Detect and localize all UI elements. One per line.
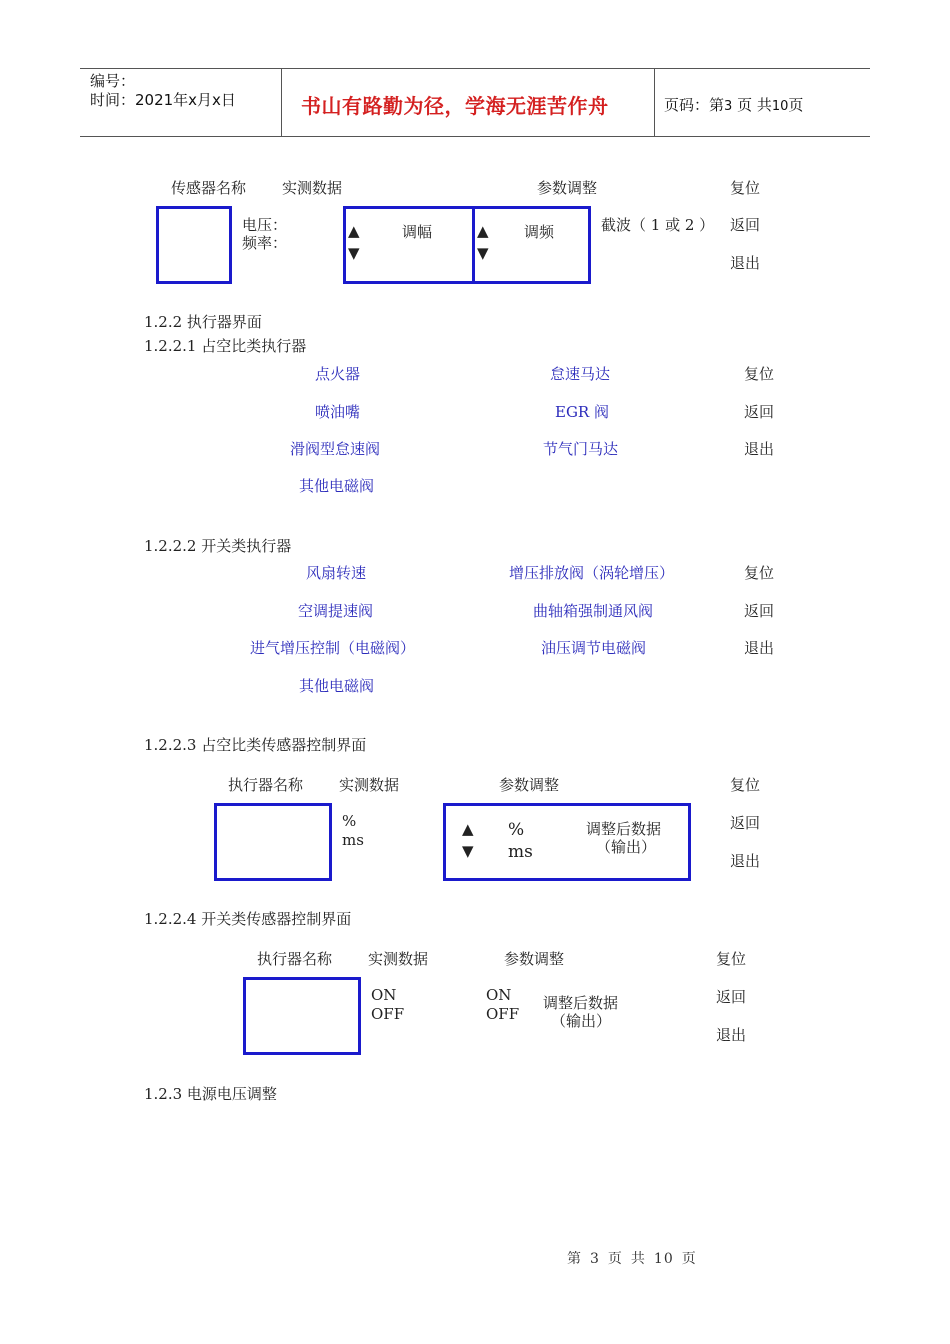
duty-actuator-exit-button[interactable]: 退出 (744, 440, 775, 458)
duty-col-adjust: 参数调整 (499, 776, 560, 794)
duty-actuator-reset-button[interactable]: 复位 (744, 365, 775, 383)
header-page-info (664, 94, 803, 115)
actuator-injector[interactable]: 喷油嘴 (315, 403, 361, 421)
header-divider-1 (281, 68, 282, 136)
footer-gong: 共 (630, 1251, 646, 1267)
sensor-col-data: 实测数据 (282, 179, 343, 197)
switch-adjust-off[interactable]: OFF (486, 1005, 520, 1023)
page-mid: 页 共 (737, 96, 772, 114)
switch-col-data: 实测数据 (368, 950, 429, 968)
switch-measured-off: OFF (371, 1005, 405, 1023)
sensor-reset-button[interactable]: 复位 (730, 179, 761, 197)
switch-name-box (243, 977, 361, 1055)
switch-actuator-reset-button[interactable]: 复位 (744, 564, 775, 582)
duty-name-box (214, 803, 332, 881)
chop-label[interactable]: 截波（ 1 或 2 ） (601, 216, 715, 234)
duty-col-name: 执行器名称 (228, 776, 304, 794)
actuator-other-solenoid[interactable]: 其他电磁阀 (299, 477, 375, 495)
switch-measured-on: ON (371, 986, 397, 1004)
actuator-igniter[interactable]: 点火器 (315, 365, 361, 383)
switch-col-adjust: 参数调整 (504, 950, 565, 968)
freq-label: 调频 (524, 223, 555, 241)
duty-up-arrow[interactable]: ▲ (462, 820, 474, 838)
freq-down-arrow[interactable]: ▼ (477, 244, 489, 262)
actuator-slide-idle-valve[interactable]: 滑阀型怠速阀 (290, 440, 381, 458)
page-suffix: 页 (788, 96, 804, 114)
duty-adjust-percent: % (508, 820, 525, 840)
switch-adjust-on[interactable]: ON (486, 986, 512, 1004)
duty-adjust-ms: ms (508, 842, 533, 862)
duty-measured-ms: ms (342, 831, 364, 849)
sensor-voltage-label: 电压： (242, 216, 288, 234)
actuator-egr-valve[interactable]: EGR 阀 (555, 403, 609, 421)
switch-actuator-exit-button[interactable]: 退出 (744, 639, 775, 657)
page-prefix: 页码：第 (664, 96, 725, 114)
page-footer (563, 1248, 701, 1268)
amp-label: 调幅 (402, 223, 433, 241)
footer-page: 3 (590, 1251, 600, 1267)
switch-exit-button[interactable]: 退出 (716, 1026, 747, 1044)
header-motto: 书山有路勤为径，学海无涯苦作舟 (301, 94, 609, 118)
duty-back-button[interactable]: 返回 (730, 814, 761, 832)
actuator-other-solenoid-2[interactable]: 其他电磁阀 (299, 677, 375, 695)
sensor-adjust-box (343, 206, 591, 284)
header-top-rule (80, 68, 870, 69)
section-1-2-2-3-heading: 1.2.2.3 占空比类传感器控制界面 (144, 736, 367, 754)
footer-total: 10 (653, 1251, 674, 1267)
footer-ye1: 页 (607, 1251, 623, 1267)
duty-reset-button[interactable]: 复位 (730, 776, 761, 794)
page-total: 10 (771, 99, 789, 114)
amp-down-arrow[interactable]: ▼ (348, 244, 360, 262)
page-number: 3 (724, 99, 733, 114)
actuator-fan-speed[interactable]: 风扇转速 (306, 564, 367, 582)
duty-col-data: 实测数据 (339, 776, 400, 794)
footer-ye2: 页 (681, 1251, 697, 1267)
section-1-2-3-heading: 1.2.3 电源电压调整 (144, 1085, 277, 1103)
switch-adjusted-data-label: 调整后数据 (543, 994, 619, 1012)
actuator-throttle-motor[interactable]: 节气门马达 (543, 440, 619, 458)
actuator-wastegate[interactable]: 增压排放阀（涡轮增压） (509, 564, 675, 582)
duty-down-arrow[interactable]: ▼ (462, 842, 474, 860)
sensor-frequency-label: 频率： (242, 234, 288, 252)
switch-output-label: （输出） (551, 1012, 612, 1030)
switch-col-name: 执行器名称 (257, 950, 333, 968)
header-bottom-rule (80, 136, 870, 137)
sensor-adjust-divider (472, 206, 475, 284)
section-1-2-2-1-heading: 1.2.2.1 占空比类执行器 (144, 337, 307, 355)
switch-actuator-back-button[interactable]: 返回 (744, 602, 775, 620)
duty-exit-button[interactable]: 退出 (730, 852, 761, 870)
actuator-ac-idle-up-valve[interactable]: 空调提速阀 (298, 602, 374, 620)
actuator-idle-motor[interactable]: 怠速马达 (550, 365, 611, 383)
switch-reset-button[interactable]: 复位 (716, 950, 747, 968)
duty-adjusted-data-label: 调整后数据 (586, 820, 662, 838)
section-1-2-2-4-heading: 1.2.2.4 开关类传感器控制界面 (144, 910, 352, 928)
freq-up-arrow[interactable]: ▲ (477, 222, 489, 240)
header-divider-2 (654, 68, 655, 136)
header-number-label: 编号： (90, 72, 136, 90)
footer-di: 第 (567, 1251, 582, 1267)
sensor-col-name: 传感器名称 (171, 179, 247, 197)
header-time-label: 时间：2021年x月x日 (90, 91, 236, 109)
switch-back-button[interactable]: 返回 (716, 988, 747, 1006)
actuator-intake-boost[interactable]: 进气增压控制（电磁阀） (250, 639, 416, 657)
section-1-2-2-2-heading: 1.2.2.2 开关类执行器 (144, 537, 292, 555)
actuator-oil-pressure-solenoid[interactable]: 油压调节电磁阀 (541, 639, 647, 657)
duty-actuator-back-button[interactable]: 返回 (744, 403, 775, 421)
sensor-exit-button[interactable]: 退出 (730, 254, 761, 272)
duty-measured-percent: % (342, 812, 357, 830)
duty-output-label: （输出） (596, 838, 657, 856)
sensor-col-adjust: 参数调整 (537, 179, 598, 197)
sensor-name-box (156, 206, 232, 284)
sensor-back-button[interactable]: 返回 (730, 216, 761, 234)
section-1-2-2-heading: 1.2.2 执行器界面 (144, 313, 262, 331)
amp-up-arrow[interactable]: ▲ (348, 222, 360, 240)
actuator-pcv-valve[interactable]: 曲轴箱强制通风阀 (533, 602, 654, 620)
